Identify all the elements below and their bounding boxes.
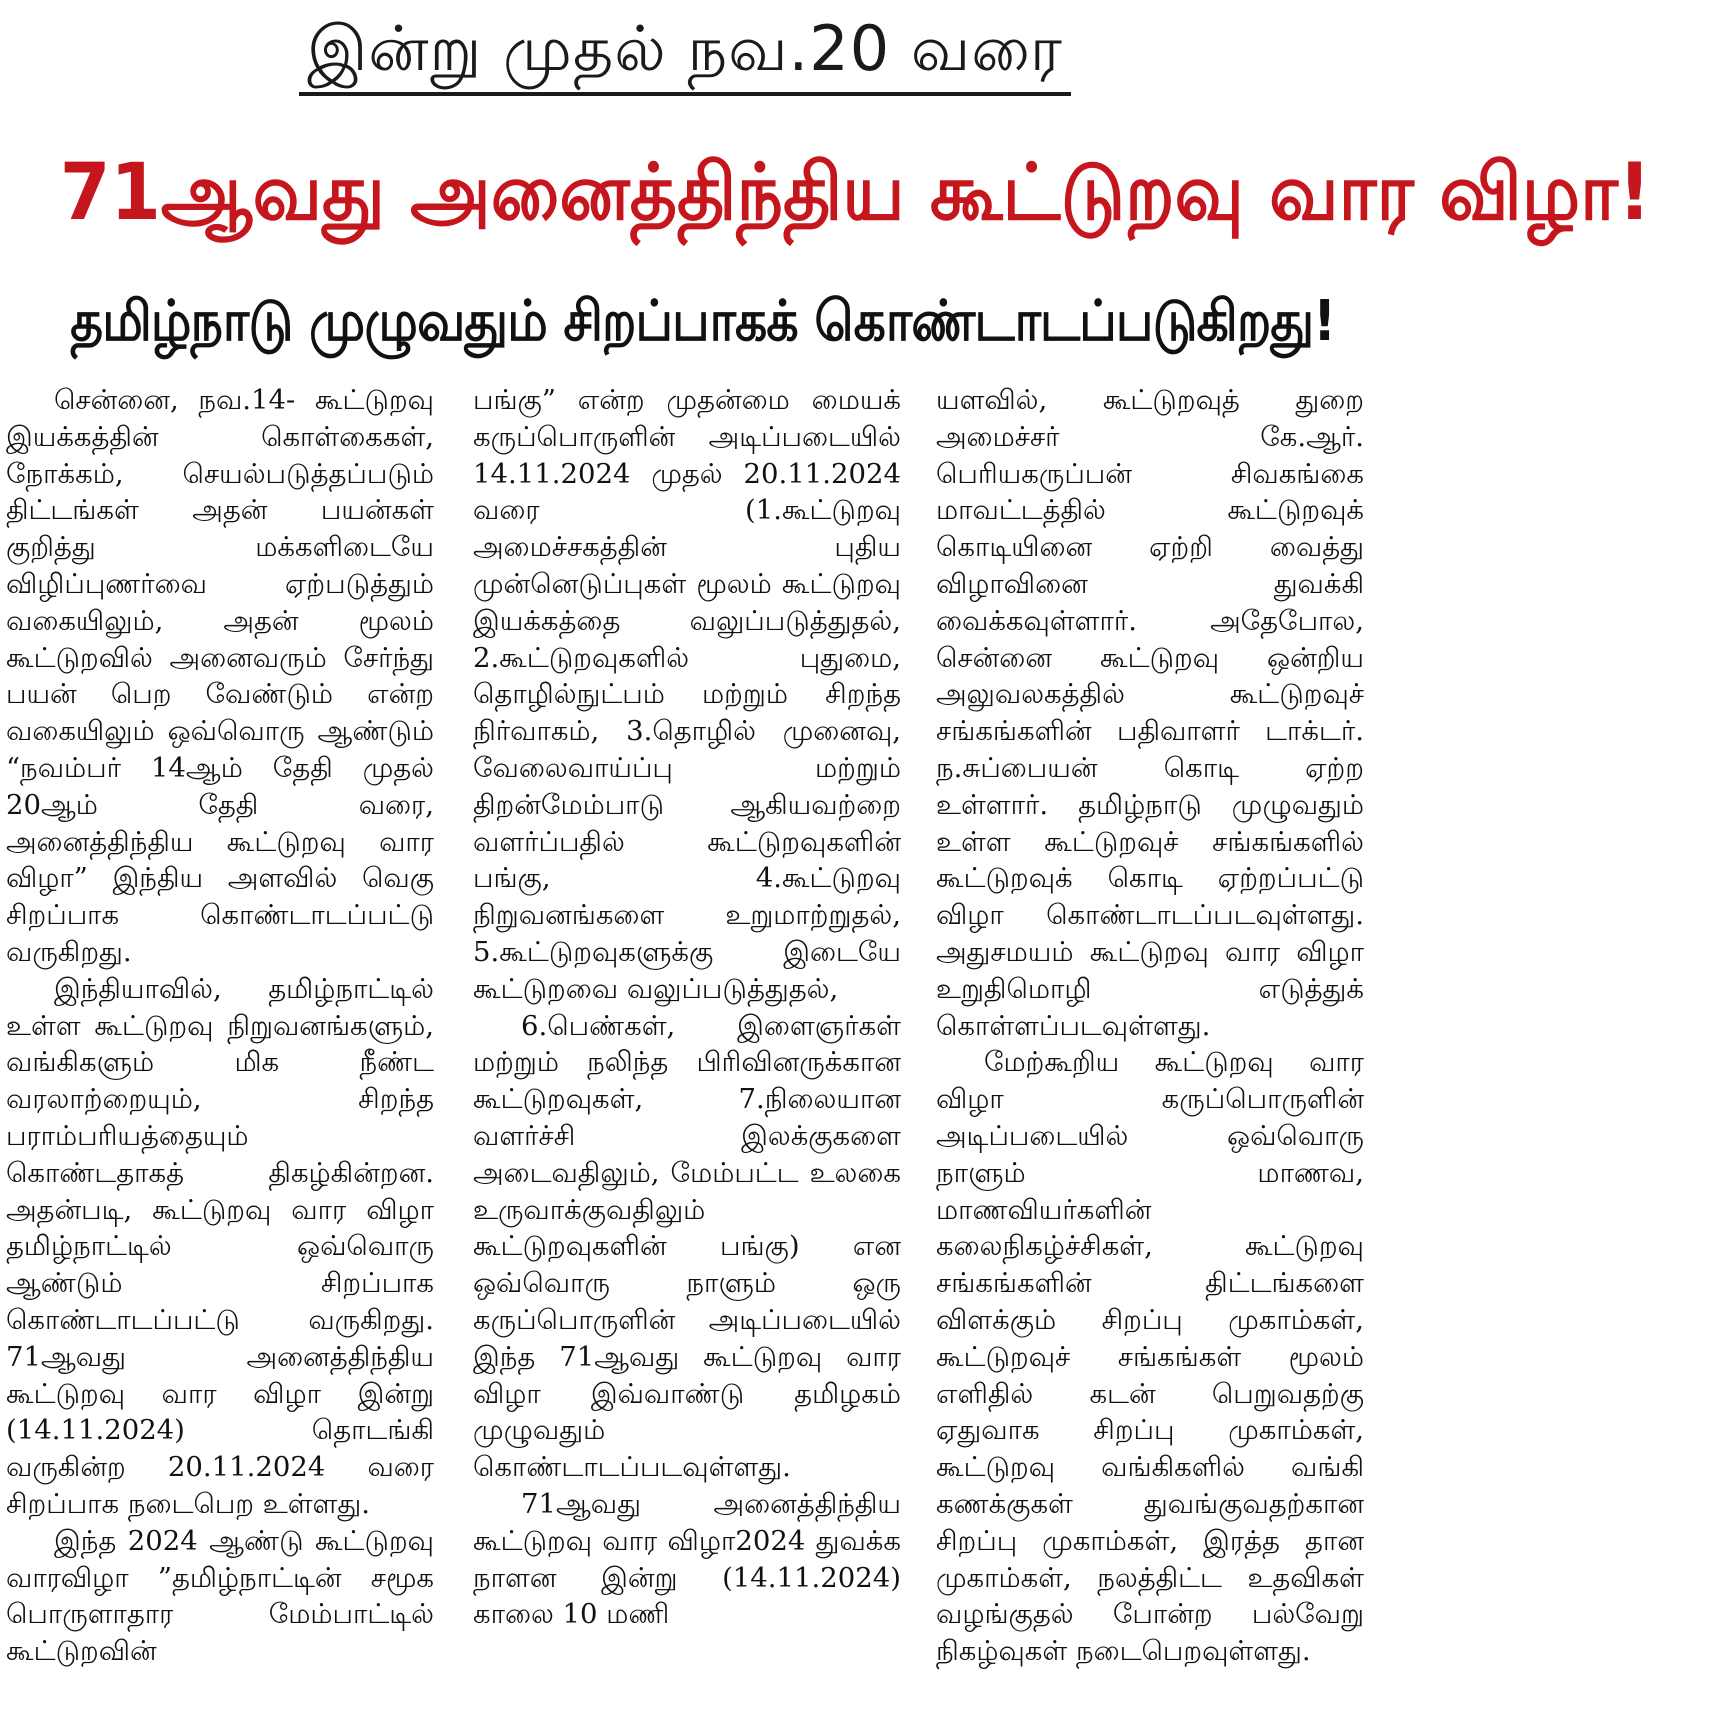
article-column-1 <box>6 382 434 1727</box>
paragraph: யளவில், கூட்டுறவுத் துறை அமைச்சர் கே.ஆர். பெரியகருப்பன் சிவகங்கை மாவட்டத்தில் கூட்டுறவுக் கொடியினை ஏற்றி வைத்து விழாவினை துவக்கி வைக்கவுள்ளார். அதேபோல, சென்னை கூட்டுறவு ஒன்றிய அலுவலகத்தில் கூட்டுறவுச் சங்கங்களின் பதிவாளர் டாக்டர். ந.சுப்பையன் கொடி ஏற்ற உள்ளார். தமிழ்நாடு முழுவதும் உள்ள கூட்டுறவுச் சங்கங்களில் கூட்டுறவுக் கொடி ஏற்றப்பட்டு விழா கொண்டாடப்படவுள்ளது. அதுசமயம் கூட்டுறவு வார விழா உறுதிமொழி எடுத்துக் கொள்ளப்படவுள்ளது. <box>936 384 1364 1042</box>
paragraph: இந்த 2024 ஆண்டு கூட்டுறவு வாரவிழா ”தமிழ்நாட்டின் சமூக பொருளாதார மேம்பாட்டில் கூட்டுறவின் <box>6 1524 434 1668</box>
kicker-banner <box>0 8 1370 104</box>
article-column-3 <box>936 382 1364 1727</box>
subheadline: தமிழ்நாடு முழுவதும் சிறப்பாகக் கொண்டாடப்படுகிறது! <box>70 289 1336 354</box>
article-body <box>6 382 1364 1727</box>
paragraph: 6.பெண்கள், இளைஞர்கள் மற்றும் நலிந்த பிரிவினருக்கான கூட்டுறவுகள், 7.நிலையான வளர்ச்சி இலக்குகளை அடைவதிலும், மேம்பட்ட உலகை உருவாக்குவதிலும் கூட்டுறவுகளின் பங்கு) என ஒவ்வொரு நாளும் ஒரு கருப்பொருளின் அடிப்படையில் இந்த 71ஆவது கூட்டுறவு வார விழா இவ்வாண்டு தமிழகம் முழுவதும் கொண்டாடப்படவுள்ளது. <box>473 1009 901 1484</box>
kicker-text: இன்று முதல் நவ.20 வரை <box>299 8 1071 96</box>
headline-banner <box>0 118 1652 268</box>
paragraph: மேற்கூறிய கூட்டுறவு வார விழா கருப்பொருளின் அடிப்படையில் ஒவ்வொரு நாளும் மாணவ, மாணவியர்களின் கலைநிகழ்ச்சிகள், கூட்டுறவு சங்கங்களின் திட்டங்களை விளக்கும் சிறப்பு முகாம்கள், கூட்டுறவுச் சங்கங்கள் மூலம் எளிதில் கடன் பெறுவதற்கு ஏதுவாக சிறப்பு முகாம்கள், கூட்டுறவு வங்கிகளில் வங்கி கணக்குகள் துவங்குவதற்கான சிறப்பு முகாம்கள், இரத்த தான முகாம்கள், நலத்திட்ட உதவிகள் வழங்குதல் போன்ற பல்வேறு நிகழ்வுகள் நடைபெறவுள்ளது. <box>936 1046 1364 1668</box>
paragraph: 71ஆவது அனைத்திந்திய கூட்டுறவு வார விழா2024 துவக்க நாளன இன்று (14.11.2024) காலை 10 மணி <box>473 1487 901 1631</box>
paragraph: பங்கு” என்ற முதன்மை மையக் கருப்பொருளின் அடிப்படையில் 14.11.2024 முதல் 20.11.2024 வரை (1.கூட்டுறவு அமைச்சகத்தின் புதிய முன்னெடுப்புகள் மூலம் கூட்டுறவு இயக்கத்தை வலுப்படுத்துதல், 2.கூட்டுறவுகளில் புதுமை, தொழில்நுட்பம் மற்றும் சிறந்த நிர்வாகம், 3.தொழில் முனைவு, வேலைவாய்ப்பு மற்றும் திறன்மேம்பாடு ஆகியவற்றை வளர்ப்பதில் கூட்டுறவுகளின் பங்கு, 4.கூட்டுறவு நிறுவனங்களை உறுமாற்றுதல், 5.கூட்டுறவுகளுக்கு இடையே கூட்டுறவை வலுப்படுத்துதல், <box>473 384 901 1005</box>
article-column-2 <box>473 382 901 1727</box>
paragraph: சென்னை, நவ.14- கூட்டுறவு இயக்கத்தின் கொள்கைகள், நோக்கம், செயல்படுத்தப்படும் திட்டங்கள் அதன் பயன்கள் குறித்து மக்களிடையே விழிப்புணர்வை ஏற்படுத்தும் வகையிலும், அதன் மூலம் கூட்டுறவில் அனைவரும் சேர்ந்து பயன் பெற வேண்டும் என்ற வகையிலும் ஒவ்வொரு ஆண்டும் “நவம்பர் 14ஆம் தேதி முதல் 20ஆம் தேதி வரை, அனைத்திந்திய கூட்டுறவு வார விழா” இந்திய அளவில் வெகு சிறப்பாக கொண்டாடப்பட்டு வருகிறது. <box>6 384 434 968</box>
headline: 71ஆவது அனைத்திந்திய கூட்டுறவு வார விழா! <box>59 148 1652 238</box>
subheadline-banner <box>0 282 1370 362</box>
paragraph: இந்தியாவில், தமிழ்நாட்டில் உள்ள கூட்டுறவு நிறுவனங்களும், வங்கிகளும் மிக நீண்ட வரலாற்றையும், சிறந்த பராம்பரியத்தையும் கொண்டதாகத் திகழ்கின்றன. அதன்படி, கூட்டுறவு வார விழா தமிழ்நாட்டில் ஒவ்வொரு ஆண்டும் சிறப்பாக கொண்டாடப்பட்டு வருகிறது. 71ஆவது அனைத்திந்திய கூட்டுறவு வார விழா இன்று (14.11.2024) தொடங்கி வருகின்ற 20.11.2024 வரை சிறப்பாக நடைபெற உள்ளது. <box>6 972 434 1520</box>
